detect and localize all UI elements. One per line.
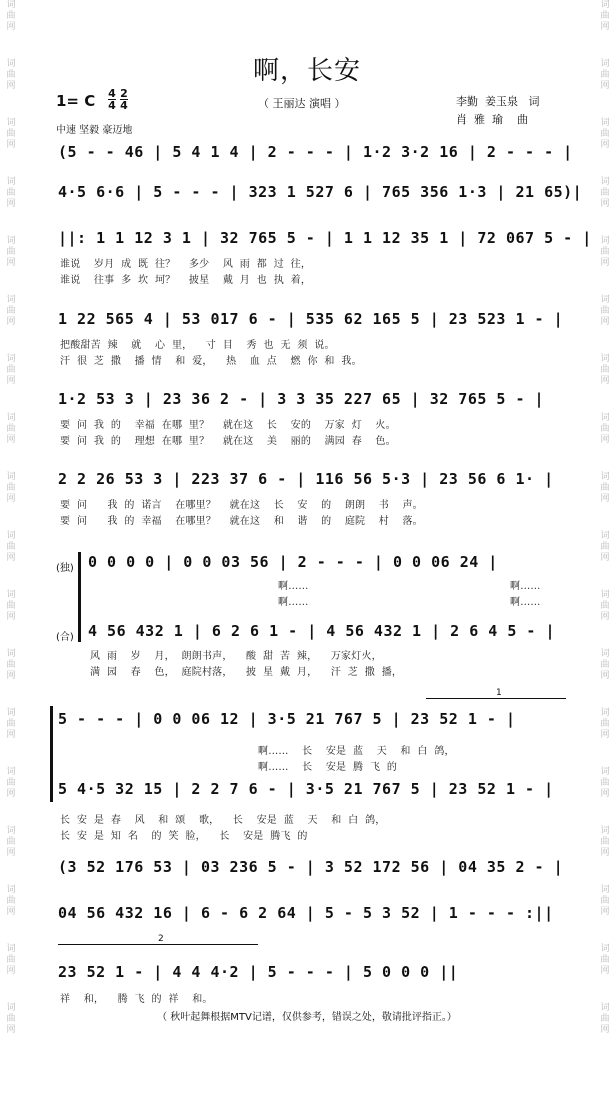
notation-row-9: 5 - - - | 0 0 06 12 | 3·5 21 767 5 | 23 52 1 - | [58,710,516,728]
lyric-line: 长 安 是 知 名 的 笑 脸， 长 安是 腾飞 的 [60,831,308,842]
watermark-glyph: 曲 [600,247,610,257]
watermark-glyph: 曲 [6,601,16,611]
lyric-line: 要 问 我 的 诺言 在哪里？ 就在这 长 安 的 朗朗 书 声。 [60,500,423,511]
watermark-glyph: 曲 [600,424,610,434]
watermark-glyph: 网 [600,435,610,445]
lyricist-credit: 李勤 姜玉泉 词 [456,95,540,108]
notation-row-2: 4·5 6·6 | 5 - - - | 323 1 527 6 | 765 356 1·3 | 21 65)| [58,183,583,201]
notation-row-12: 04 56 432 16 | 6 - 6 2 64 | 5 - 5 3 52 | 1 - - - :|| [58,904,554,922]
watermark-glyph: 词 [6,413,16,423]
watermark-glyph: 曲 [600,483,610,493]
notation-row-3: ||: 1 1 12 3 1 | 32 765 5 - | 1 1 12 35 1 | 72 067 5 - | [58,229,592,247]
lyric-line: 祥 和， 腾 飞 的 祥 和。 [60,994,213,1005]
watermark-glyph: 词 [600,295,610,305]
watermark-glyph: 曲 [6,719,16,729]
watermark-glyph: 网 [600,317,610,327]
watermark-glyph: 曲 [6,247,16,257]
watermark-glyph: 网 [6,730,16,740]
watermark-glyph: 网 [600,730,610,740]
watermark-glyph: 网 [6,22,16,32]
notation-row-4: 1 22 565 4 | 53 017 6 - | 535 62 165 5 | 23 523 1 - | [58,310,564,328]
watermark-glyph: 词 [6,1003,16,1013]
volta-ending-1: 1 [426,698,566,699]
song-title: 啊，长安 [252,56,361,86]
singer-credit: （ 王丽达 演唱 ） [258,97,346,110]
watermark-glyph: 网 [600,671,610,681]
lyric-line: 长 安 是 春 风 和 颂 歌， 长 安是 蓝 天 和 白 鸽， [60,815,386,826]
lyric-line: 把酸甜苦 辣 就 心 里， 寸 目 秀 也 无 须 说。 [60,340,335,351]
watermark-glyph: 网 [600,258,610,268]
lyric-line: 啊…… [278,581,309,592]
watermark-glyph: 曲 [600,306,610,316]
lyric-line: 谁说 岁月 成 既 往？ 多少 风 雨 都 过 往， [60,259,312,270]
watermark-glyph: 曲 [600,1014,610,1024]
watermark-glyph: 曲 [6,660,16,670]
watermark-glyph: 网 [6,553,16,563]
watermark-glyph: 曲 [600,896,610,906]
watermark-glyph: 词 [6,708,16,718]
watermark-glyph: 词 [6,177,16,187]
notation-row-11: (3 52 176 53 | 03 236 5 - | 3 52 172 56 | 04 35 2 - | [58,858,564,876]
watermark-glyph: 曲 [600,660,610,670]
time-signature-4-4: 4 4 [108,87,116,112]
watermark-glyph: 曲 [6,188,16,198]
watermark-glyph: 曲 [6,365,16,375]
notation-row-5: 1·2 53 3 | 23 36 2 - | 3 3 35 227 65 | 32 765 5 - | [58,390,545,408]
watermark-glyph: 词 [600,531,610,541]
watermark-glyph: 词 [600,354,610,364]
watermark-glyph: 词 [6,826,16,836]
watermark-glyph: 词 [6,590,16,600]
tempo-marking: 中速 坚毅 豪迈地 [56,125,133,136]
watermark-glyph: 网 [6,494,16,504]
watermark-glyph: 曲 [600,129,610,139]
watermark-glyph: 词 [600,177,610,187]
watermark-glyph: 网 [6,258,16,268]
lyric-line: 风 雨 岁 月， 朗朗书声， 酸 甜 苦 辣， 万家灯火， [90,651,382,662]
watermark-glyph: 词 [6,885,16,895]
lyric-line: 要 问 我 的 理想 在哪 里？ 就在这 美 丽的 满园 春 色。 [60,436,396,447]
notation-row-chorus: 4 56 432 1 | 6 2 6 1 - | 4 56 432 1 | 2 6 4 5 - | [88,622,556,640]
watermark-glyph: 词 [600,590,610,600]
watermark-glyph: 词 [600,413,610,423]
solo-label: (独) [56,563,74,574]
watermark-glyph: 网 [600,494,610,504]
chorus-label: (合) [56,632,74,643]
watermark-glyph: 曲 [600,11,610,21]
watermark-glyph: 网 [6,435,16,445]
watermark-glyph: 词 [600,1003,610,1013]
watermark-glyph: 曲 [600,542,610,552]
watermark-glyph: 词 [6,354,16,364]
watermark-glyph: 网 [600,789,610,799]
watermark-glyph: 词 [6,236,16,246]
transcriber-footnote: （ 秋叶起舞根据MTV记谱，仅供参考，错误之处，敬请批评指正。） [157,1012,457,1023]
watermark-glyph: 词 [600,649,610,659]
watermark-glyph: 曲 [600,70,610,80]
watermark-glyph: 曲 [6,70,16,80]
watermark-left [4,0,18,1095]
time-signature-2-4: 2 4 [120,87,128,112]
watermark-glyph: 曲 [6,424,16,434]
watermark-glyph: 网 [6,907,16,917]
watermark-glyph: 曲 [6,306,16,316]
watermark-glyph: 网 [6,81,16,91]
watermark-glyph: 网 [600,612,610,622]
watermark-glyph: 词 [600,944,610,954]
watermark-glyph: 曲 [6,837,16,847]
notation-row-10: 5 4·5 32 15 | 2 2 7 6 - | 3·5 21 767 5 | 23 52 1 - | [58,780,554,798]
watermark-glyph: 曲 [6,896,16,906]
lyric-line: 要 问 我 的 幸福 在哪里？ 就在这 和 谐 的 庭院 村 落。 [60,516,423,527]
notation-row-solo: 0 0 0 0 | 0 0 03 56 | 2 - - - | 0 0 06 24 | [88,553,498,571]
notation-row-13: 23 52 1 - | 4 4 4·2 | 5 - - - | 5 0 0 0 || [58,963,459,981]
watermark-glyph: 词 [600,0,610,10]
watermark-glyph: 词 [6,118,16,128]
system-brace [50,706,53,802]
watermark-glyph: 曲 [600,601,610,611]
watermark-glyph: 曲 [600,365,610,375]
watermark-glyph: 词 [600,885,610,895]
watermark-glyph: 词 [6,59,16,69]
lyric-line: 啊…… [510,597,541,608]
watermark-glyph: 网 [6,848,16,858]
watermark-glyph: 词 [6,0,16,10]
watermark-glyph: 网 [6,612,16,622]
watermark-glyph: 网 [6,1025,16,1035]
lyric-line: 啊…… 长 安是 腾 飞 的 [258,762,398,773]
lyric-line: 满 园 春 色， 庭院村落， 披 星 戴 月， 汗 芝 撒 播， [90,667,403,678]
watermark-glyph: 曲 [600,188,610,198]
watermark-glyph: 网 [6,140,16,150]
watermark-glyph: 曲 [600,955,610,965]
lyric-line: 啊…… [510,581,541,592]
watermark-glyph: 网 [600,199,610,209]
watermark-glyph: 曲 [6,1014,16,1024]
lyric-line: 汗 很 芝 撒 播 情 和 爱， 热 血 点 燃 你 和 我。 [60,356,362,367]
lyric-line: 啊…… 长 安是 蓝 天 和 白 鸽， [258,746,455,757]
watermark-glyph: 曲 [6,542,16,552]
watermark-glyph: 词 [600,767,610,777]
watermark-glyph: 词 [6,649,16,659]
watermark-glyph: 词 [600,826,610,836]
watermark-glyph: 网 [600,966,610,976]
watermark-glyph: 网 [600,22,610,32]
watermark-glyph: 词 [6,767,16,777]
watermark-glyph: 曲 [6,955,16,965]
watermark-glyph: 网 [6,789,16,799]
watermark-glyph: 网 [600,553,610,563]
volta-ending-2: 2 [58,944,258,945]
watermark-glyph: 网 [600,140,610,150]
watermark-glyph: 词 [6,472,16,482]
watermark-glyph: 网 [600,848,610,858]
composer-credit: 肖 雅 瑜 曲 [456,113,528,126]
watermark-glyph: 词 [600,59,610,69]
watermark-glyph: 词 [600,118,610,128]
watermark-right [598,0,612,1095]
watermark-glyph: 曲 [6,129,16,139]
watermark-glyph: 词 [600,236,610,246]
watermark-glyph: 网 [6,671,16,681]
watermark-glyph: 词 [600,472,610,482]
watermark-glyph: 网 [600,907,610,917]
watermark-glyph: 曲 [600,837,610,847]
watermark-glyph: 曲 [6,778,16,788]
watermark-glyph: 网 [6,376,16,386]
watermark-glyph: 词 [6,944,16,954]
watermark-glyph: 曲 [6,11,16,21]
watermark-glyph: 网 [6,317,16,327]
system-brace [78,552,81,642]
watermark-glyph: 网 [600,1025,610,1035]
watermark-glyph: 词 [6,295,16,305]
key-signature: 1= C [56,92,96,110]
notation-row-6: 2 2 26 53 3 | 223 37 6 - | 116 56 5·3 | 23 56 6 1· | [58,470,554,488]
notation-row-1: (5 - - 46 | 5 4 1 4 | 2 - - - | 1·2 3·2 16 | 2 - - - | [58,143,573,161]
watermark-glyph: 网 [600,81,610,91]
watermark-glyph: 词 [6,531,16,541]
lyric-line: 谁说 往事 多 坎 坷？ 披星 戴 月 也 执 着， [60,275,312,286]
watermark-glyph: 网 [6,199,16,209]
watermark-glyph: 曲 [6,483,16,493]
watermark-glyph: 网 [600,376,610,386]
watermark-glyph: 曲 [600,778,610,788]
watermark-glyph: 曲 [600,719,610,729]
watermark-glyph: 词 [600,708,610,718]
watermark-glyph: 网 [6,966,16,976]
lyric-line: 啊…… [278,597,309,608]
lyric-line: 要 问 我 的 幸福 在哪 里？ 就在这 长 安的 万家 灯 火。 [60,420,396,431]
